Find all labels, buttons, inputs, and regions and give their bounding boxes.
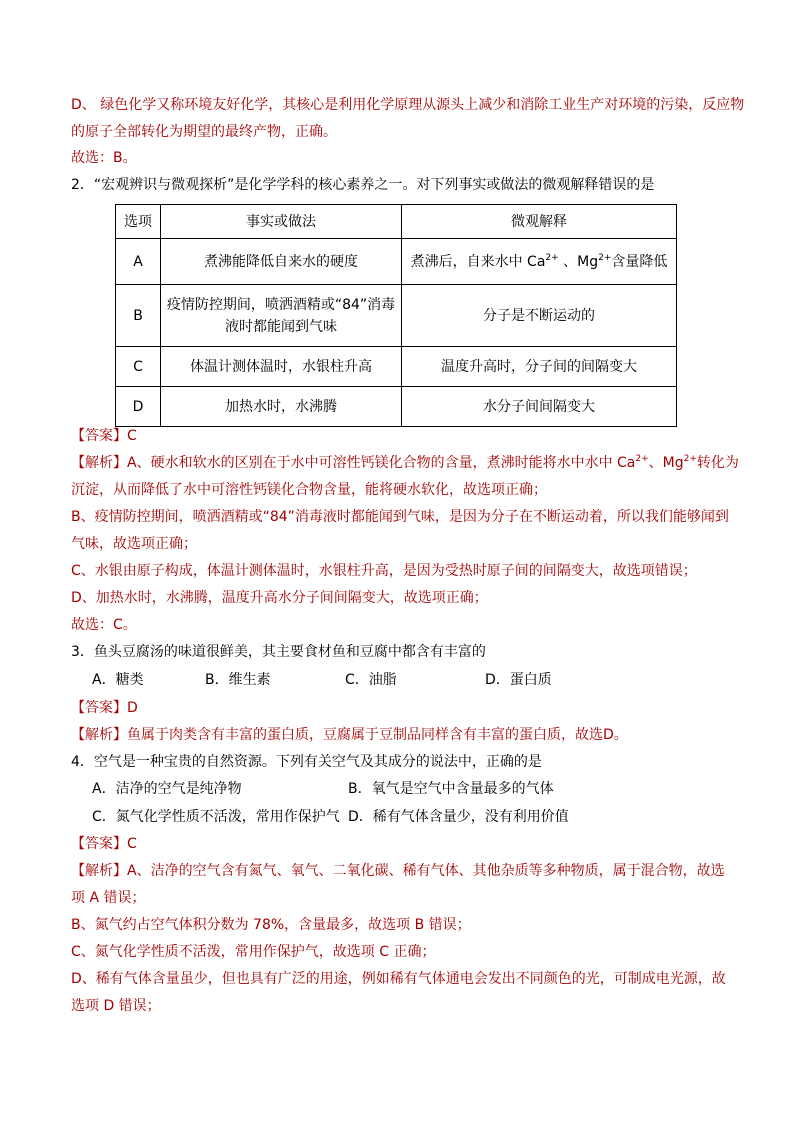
q2-analysis-1-part2: 、Mg — [648, 455, 684, 471]
q4-analysis-line5: D、稀有气体含量虽少，但也具有广泛的用途，例如稀有气体通电会发出不同颜色的光，可制成电光源，故 — [71, 971, 726, 987]
q2-table-header-row — [116, 205, 677, 239]
q4-option-b: B．氧气是空气中含量最多的气体 — [348, 781, 554, 797]
q2-row-a-expl-part1: 煮沸后，自来水中 Ca — [410, 253, 546, 270]
q2-row-d-option: D — [116, 387, 161, 427]
table-row — [116, 239, 677, 285]
q2-analysis-line3: B、疫情防控期间，喷洒酒精或“84”消毒液时都能闻到气味，是因为分子在不断运动着，所以我们能够闻到 — [71, 509, 729, 525]
table-row — [116, 387, 677, 427]
q2-row-b-option: B — [116, 285, 161, 347]
q4-analysis-line4: C、氮气化学性质不活泼，常用作保护气，故选项 C 正确； — [71, 944, 436, 960]
q3-answer: 【答案】D — [71, 700, 138, 716]
q4-options-row1 — [92, 779, 554, 799]
q2-row-b-fact — [161, 285, 402, 347]
q4-option-a: A．洁净的空气是纯净物 — [92, 781, 242, 797]
q4-analysis-line6: 选项 D 错误； — [71, 998, 161, 1014]
q2-analysis-line1 — [71, 453, 739, 473]
q3-analysis: 【解析】鱼属于肉类含有丰富的蛋白质，豆腐属于豆制品同样含有丰富的蛋白质，故选D。 — [71, 727, 628, 743]
q3-stem: 3．鱼头豆腐汤的味道很鲜美，其主要食材鱼和豆腐中都含有丰富的 — [71, 644, 486, 660]
q1-option-d-line2: 的原子全部转化为期望的最终产物，正确。 — [71, 124, 337, 140]
q2-analysis-1-part1: 【解析】A、硬水和软水的区别在于水中可溶性钙镁化合物的含量，煮沸时能将水中水中 Ca — [71, 455, 636, 471]
q2-row-c-fact: 体温计测体温时，水银柱升高 — [161, 347, 402, 387]
q2-header-explanation: 微观解释 — [402, 205, 677, 239]
q2-row-c-option: C — [116, 347, 161, 387]
q2-row-a-explanation — [402, 239, 677, 285]
q2-row-a-option: A — [116, 239, 161, 285]
q2-header-fact: 事实或做法 — [161, 205, 402, 239]
q4-analysis-line3: B、氮气约占空气体积分数为 78%，含量最多，故选项 B 错误； — [71, 917, 471, 933]
q1-option-d-line1: D、 绿色化学又称环境友好化学，其核心是利用化学原理从源头上减少和消除工业生产对环境的污染，反应物 — [71, 97, 745, 113]
q4-analysis-line1: 【解析】A、洁净的空气含有氮气、氧气、二氧化碳、稀有气体、其他杂质等多种物质，属于混合物，故选 — [71, 863, 725, 879]
q2-row-b-fact-line2: 液时都能闻到气味 — [225, 318, 337, 335]
q2-row-a-expl-sup2: 2+ — [598, 252, 612, 263]
q2-row-b-fact-line1: 疫情防控期间，喷洒酒精或“84”消毒 — [166, 296, 396, 313]
q4-option-c: C．氮气化学性质不活泼，常用作保护气 — [92, 809, 340, 825]
table-row — [116, 285, 677, 347]
q2-analysis-line6: D、加热水时，水沸腾，温度升高水分子间间隔变大，故选项正确； — [71, 590, 488, 606]
q2-row-a-expl-sup1: 2+ — [545, 252, 559, 263]
q2-choice: 故选：C。 — [71, 617, 137, 633]
q2-row-a-expl-part3: 含量降低 — [611, 253, 668, 270]
q2-header-option: 选项 — [116, 205, 161, 239]
q2-table — [115, 204, 677, 427]
q3-option-d: D．蛋白质 — [485, 672, 552, 688]
q4-analysis-line2: 项 A 错误； — [71, 890, 146, 906]
q2-analysis-line4: 气味，故选项正确； — [71, 536, 197, 552]
q4-stem: 4．空气是一种宝贵的自然资源。下列有关空气及其成分的说法中，正确的是 — [71, 754, 542, 770]
q2-analysis-1-part3: 转化为 — [696, 455, 739, 471]
q2-row-d-explanation: 水分子间间隔变大 — [402, 387, 677, 427]
q2-row-b-explanation: 分子是不断运动的 — [402, 285, 677, 347]
q2-analysis-1-sup1: 2+ — [635, 454, 649, 464]
table-row — [116, 347, 677, 387]
q4-answer: 【答案】C — [71, 836, 137, 852]
q2-row-d-fact: 加热水时，水沸腾 — [161, 387, 402, 427]
q2-analysis-line5: C、水银由原子构成，体温计测体温时，水银柱升高，是因为受热时原子间的间隔变大，故选项错误； — [71, 563, 697, 579]
q4-options-row2 — [92, 807, 569, 827]
q2-answer: 【答案】C — [71, 428, 137, 444]
q2-analysis-1-sup2: 2+ — [683, 454, 697, 464]
q3-option-a: A．糖类 — [92, 672, 144, 688]
q4-option-d: D．稀有气体含量少，没有利用价值 — [348, 809, 569, 825]
q2-row-a-fact: 煮沸能降低自来水的硬度 — [161, 239, 402, 285]
q2-row-c-explanation: 温度升高时，分子间的间隔变大 — [402, 347, 677, 387]
q3-option-c: C．油脂 — [345, 672, 397, 688]
q3-option-b: B．维生素 — [205, 672, 271, 688]
q1-choice: 故选：B。 — [71, 150, 137, 166]
q2-row-a-expl-part2: 、Mg — [558, 253, 599, 270]
q3-options — [92, 670, 552, 690]
q2-stem: 2．“宏观辨识与微观探析”是化学学科的核心素养之一。对下列事实或做法的微观解释错误的是 — [71, 177, 655, 193]
q2-analysis-line2: 沉淀，从而降低了水中可溶性钙镁化合物含量，能将硬水软化，故选项正确； — [71, 482, 547, 498]
